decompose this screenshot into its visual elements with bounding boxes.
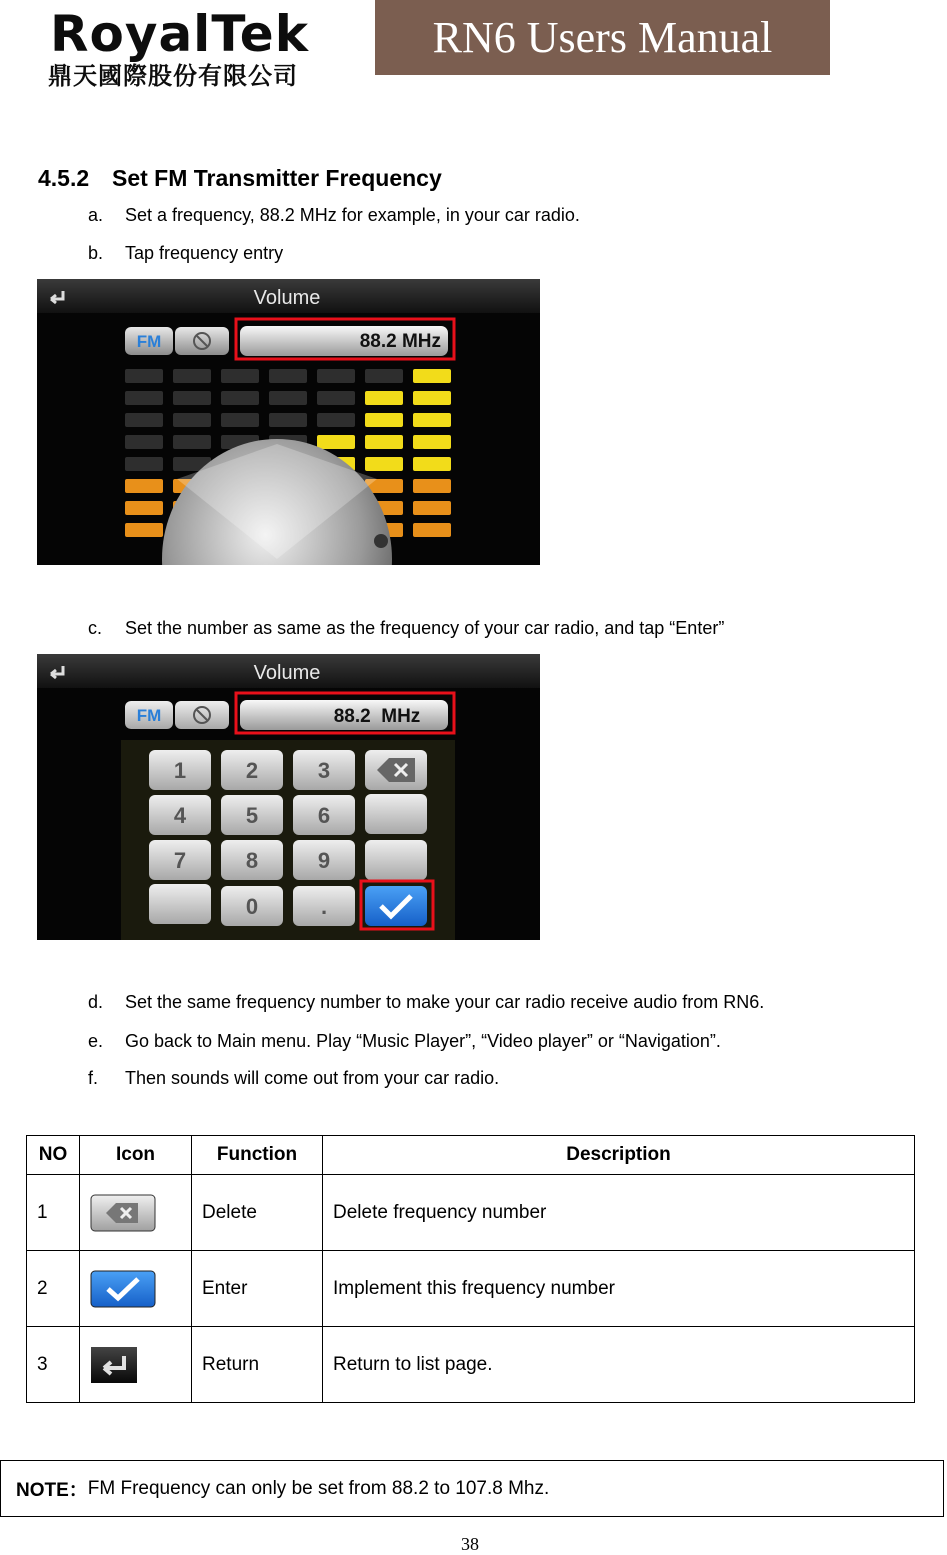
row-function: Delete: [192, 1175, 323, 1251]
equalizer-segment: [173, 435, 211, 449]
key-label: 0: [245, 894, 259, 919]
table-row: [27, 1327, 915, 1403]
equalizer-segment: [365, 369, 403, 383]
equalizer-segment: [173, 369, 211, 383]
key-label: 8: [245, 848, 259, 873]
equalizer-segment: [413, 523, 451, 537]
equalizer-segment: [413, 435, 451, 449]
equalizer-segment: [269, 413, 307, 427]
equalizer-segment: [221, 413, 259, 427]
equalizer-segment: [125, 369, 163, 383]
equalizer-segment: [413, 457, 451, 471]
table-row: [27, 1251, 915, 1327]
step-text: Go back to Main menu. Play “Music Player”, “Video player” or “Navigation”.: [125, 1031, 721, 1051]
equalizer-segment: [221, 391, 259, 405]
icon-function-table: [26, 1135, 915, 1403]
row-icon-cell: [80, 1175, 192, 1251]
section-heading: [38, 165, 442, 192]
row-description: Delete frequency number: [323, 1175, 915, 1251]
manual-title: RN6 Users Manual: [375, 0, 830, 75]
key-blank: [365, 840, 427, 880]
section-title: Set FM Transmitter Frequency: [112, 165, 442, 191]
key-blank: [365, 794, 427, 834]
screen-title: Volume: [253, 662, 321, 684]
royaltek-logo: [48, 5, 348, 92]
equalizer-segment: [125, 435, 163, 449]
note-text: FM Frequency can only be set from 88.2 to 107.8 Mhz.: [87, 1477, 550, 1499]
row-description: Return to list page.: [323, 1327, 915, 1403]
equalizer-segment: [317, 369, 355, 383]
step-a: [88, 205, 580, 226]
row-no: 3: [27, 1327, 80, 1403]
equalizer-segment: [269, 391, 307, 405]
screen-title: Volume: [253, 287, 321, 309]
screenshot-volume-equalizer: [37, 279, 540, 565]
fm-label: FM: [136, 332, 162, 351]
row-description: Implement this frequency number: [323, 1251, 915, 1327]
step-label: b.: [88, 243, 104, 263]
col-header-function: Function: [192, 1136, 323, 1175]
equalizer-segment: [413, 369, 451, 383]
equalizer-segment: [173, 413, 211, 427]
frequency-value: 88.2 MHz: [359, 331, 441, 352]
keypad-screen-graphic: [37, 654, 540, 940]
equalizer-segment: [365, 457, 403, 471]
table-row: [27, 1175, 915, 1251]
enter-key: [365, 886, 427, 926]
equalizer-segment: [365, 435, 403, 449]
knob-indicator: [374, 534, 388, 548]
step-f: [88, 1068, 499, 1089]
equalizer-segment: [365, 391, 403, 405]
col-header-description: Description: [323, 1136, 915, 1175]
equalizer-segment: [317, 391, 355, 405]
step-label: e.: [88, 1031, 104, 1051]
page-number: 38: [461, 1534, 479, 1554]
step-d: [88, 992, 764, 1013]
delete-icon: [90, 1194, 156, 1232]
logo-subtitle: 鼎天國際股份有限公司: [48, 62, 298, 90]
logo-name: RoyalTek: [50, 5, 309, 63]
step-label: d.: [88, 992, 104, 1012]
row-icon-cell: [80, 1251, 192, 1327]
enter-check-icon: [90, 1270, 156, 1308]
key-label: 6: [317, 803, 331, 828]
key-label: 1: [173, 758, 187, 783]
row-function: Enter: [192, 1251, 323, 1327]
equalizer-segment: [125, 457, 163, 471]
equalizer-segment: [269, 369, 307, 383]
step-c: [88, 618, 724, 639]
key-label: 5: [245, 803, 259, 828]
key-label: 3: [317, 758, 331, 783]
col-header-icon: Icon: [80, 1136, 192, 1175]
step-label: f.: [88, 1068, 99, 1088]
step-text: Set the same frequency number to make your car radio receive audio from RN6.: [125, 992, 765, 1012]
equalizer-segment: [413, 391, 451, 405]
frequency-value: 88.2 MHz: [333, 706, 421, 727]
row-no: 1: [27, 1175, 80, 1251]
key-label: .: [320, 894, 328, 919]
equalizer-segment: [125, 413, 163, 427]
step-b: [88, 243, 283, 264]
equalizer-segment: [317, 435, 355, 449]
key-label: 2: [245, 758, 259, 783]
equalizer-segment: [221, 369, 259, 383]
key-label: 9: [317, 848, 331, 873]
col-header-no: NO: [27, 1136, 80, 1175]
equalizer-segment: [317, 413, 355, 427]
equalizer-segment: [125, 479, 163, 493]
return-arrow-icon: [90, 1346, 138, 1384]
equalizer-segment: [413, 413, 451, 427]
key-blank: [149, 884, 211, 924]
equalizer-segment: [173, 391, 211, 405]
step-text: Tap frequency entry: [125, 243, 284, 263]
row-no: 2: [27, 1251, 80, 1327]
screenshot-volume-keypad: [37, 654, 540, 940]
equalizer-segment: [125, 391, 163, 405]
step-e: [88, 1031, 721, 1052]
step-text: Set the number as same as the frequency of your car radio, and tap “Enter”: [125, 618, 725, 638]
row-function: Return: [192, 1327, 323, 1403]
step-label: a.: [88, 205, 104, 225]
row-icon-cell: [80, 1327, 192, 1403]
key-label: 4: [173, 803, 187, 828]
step-label: c.: [88, 618, 103, 638]
volume-screen-graphic: [37, 279, 540, 565]
section-number: 4.5.2: [38, 165, 90, 191]
note-box: [0, 1460, 944, 1517]
equalizer-segment: [125, 501, 163, 515]
step-text: Set a frequency, 88.2 MHz for example, in your car radio.: [125, 205, 580, 225]
equalizer-segment: [365, 413, 403, 427]
equalizer-segment: [125, 523, 163, 537]
table-header-row: [27, 1136, 915, 1175]
equalizer-segment: [413, 501, 451, 515]
step-text: Then sounds will come out from your car radio.: [125, 1068, 500, 1088]
fm-label: FM: [136, 706, 162, 725]
equalizer-segment: [413, 479, 451, 493]
note-label: NOTE：: [16, 1480, 88, 1501]
key-label: 7: [173, 848, 187, 873]
